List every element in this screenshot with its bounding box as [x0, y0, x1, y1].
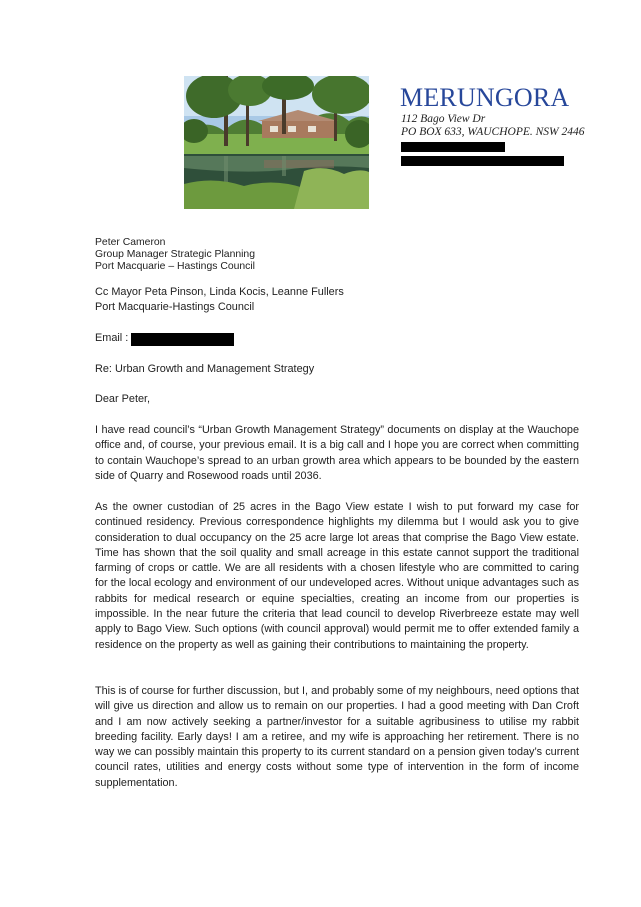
recipient-block	[95, 237, 255, 274]
recipient-organisation: Port Macquarie – Hastings Council	[95, 261, 255, 273]
letterhead-photo	[184, 76, 369, 209]
redaction-bar	[131, 333, 234, 346]
letterhead-address-po-box: PO BOX 633, WAUCHOPE. NSW 2446	[401, 126, 585, 138]
letterhead-brand: MERUNGORA	[400, 83, 570, 112]
email-label: Email :	[95, 332, 129, 344]
recipient-name: Peter Cameron	[95, 237, 166, 248]
recipient-title: Group Manager Strategic Planning	[95, 249, 255, 261]
redaction-bar	[401, 156, 564, 166]
body-paragraph: As the owner custodian of 25 acres in the Bago View estate I wish to put forward my case for continued residency. Previous correspondence highlights my dilemma but I would ask you to give consideration to dual occupancy on the 25 acre large lot areas that comprise the Bago View estate. Time has shown that the soil quality and small acreage in this estate cannot support the traditional farming of crops or cattle. We are all residents with a chosen lifestyle who are committed to caring for the local ecology and environment of our undeveloped acres. Without unique advantages such as rabbits for medical research or equine specialties, creating an income from our properties is impossible. In the near future the criteria that lead council to develop Riverbreeze estate may well apply to Bago View. Such options (with council approval) would permit me to offer extended family a residence on the property as well as gaining their contributions to maintaining the property.	[95, 501, 579, 651]
letterhead-address-street: 112 Bago View Dr	[401, 113, 486, 125]
body-paragraph: I have read council’s “Urban Growth Management Strategy” documents on display at the Wauchope office and, of course, your previous email. It is a big call and I hope you are correct when committing to contain Wauchope’s spread to an urban growth area which appears to be bounded by the eastern side of Quarry and Rosewood roads until 2036.	[95, 424, 579, 482]
redaction-bar	[401, 142, 505, 152]
body-paragraph: This is of course for further discussion, but I, and probably some of my neighbours, need options that will give us direction and allow us to remain on our properties. I had a good meeting with Dan Croft and I am now actively seeking a partner/investor for a suitable agribusiness to utilise my rabbit breeding facility. Early days! I am a retiree, and my wife is approaching her retirement. There is no way we can possibly maintain this property to its current standard on a pension given today’s current council rates, utilities and energy costs without some type of intervention in the form of income supplementation.	[95, 685, 579, 789]
cc-line: Cc Mayor Peta Pinson, Linda Kocis, Leanne Fullers	[95, 286, 344, 298]
subject-line: Re: Urban Growth and Management Strategy	[95, 363, 315, 375]
salutation: Dear Peter,	[95, 393, 151, 405]
cc-organisation: Port Macquarie-Hastings Council	[95, 301, 255, 313]
